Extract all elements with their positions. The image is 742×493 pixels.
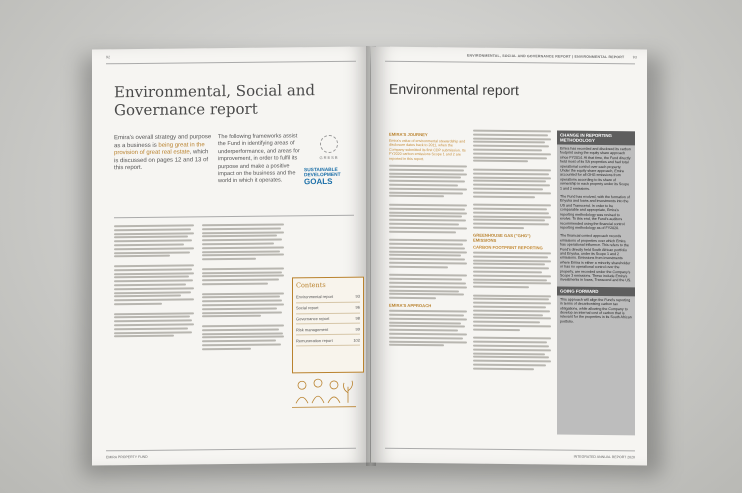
gresb-logo-icon — [320, 135, 338, 153]
contents-page: 98 — [355, 315, 360, 321]
frameworks-text: The following frameworks assist the Fund in identifying areas of underperformance, and areas for improvement, in order to fulfil its purpose and make a positive impact on the business and the world in which it operates. — [218, 133, 300, 185]
right-header: ENVIRONMENTAL, SOCIAL AND GOVERNANCE REPORT | ENVIRONMENTAL REPORT — [467, 53, 625, 60]
section-subheading: CARBON FOOTPRINT REPORTING — [473, 244, 543, 251]
body-column-2 — [202, 223, 284, 351]
sdg-label: SUSTAINABLE DEVELOPMENT — [304, 167, 341, 179]
section-rule — [114, 215, 354, 218]
contents-page: 93 — [355, 294, 360, 300]
right-column-1 — [389, 129, 467, 349]
section-heading: EMIRA'S APPROACH — [389, 302, 432, 309]
body-column-1 — [114, 224, 194, 339]
left-footer-rule — [106, 448, 356, 451]
body-text — [473, 252, 551, 371]
body-text — [389, 310, 467, 347]
contents-row[interactable] — [296, 313, 360, 324]
left-page-number: 92 — [106, 55, 111, 60]
lead-before: Emira's overall strategy and purpose as a business is — [114, 134, 212, 149]
sdg-logo — [304, 168, 354, 185]
contents-title: Contents — [296, 281, 326, 290]
contents-label: Governance report — [296, 315, 330, 322]
right-footer: INTEGRATED ANNUAL REPORT 2020 — [573, 454, 635, 460]
box-heading: GOING FORWARD — [557, 286, 635, 296]
contents-page: 99 — [355, 326, 360, 332]
box-text: Emira has recorded and disclosed its carbon footprint using the equity share approach since FY2014. At that time, the Fund directly held most of its SA properties and had total operational control over each property. Under the equity share approach, Emira accounted for all GHG emissions from operations according to its share of ownership in each property under its Scope 1 and 2 emissions. — [560, 146, 631, 191]
contents-page: 102 — [353, 337, 360, 343]
box-text: The financial control approach records emissions of properties over which Emira has operational influence. This refers to the Fund's directly held South African portfolio and Enyuka, under its Scope 1 and 2 emissions. Emissions from investments where Emira is either a minority shareholder or has no operational control over the property, are recorded under the Company's Scope 3 emissions. These include Emira's investments in loans, Transcend and the US. — [560, 233, 632, 283]
right-page — [371, 47, 647, 466]
right-column-2 — [473, 130, 551, 372]
framework-logos — [304, 135, 354, 185]
page-title: Environmental, Social and Governance report — [114, 81, 316, 120]
left-footer: EMIRA PROPERTY FUND — [106, 454, 148, 460]
box-text: This approach will align the Fund's reporting in terms of decarbonising carbon tax obligations, while allowing the Company to develop an internal cost of carbon that is relevant for the properties in its South African portfolio. — [560, 297, 632, 324]
highlight-quote: Emira's value of environmental stewardship and disclosure dates back to 2011, when the Company submitted its first CDP submission. Its FY2020 carbon emissions Scope 1 and 2 are reported in this report. — [389, 138, 466, 161]
right-footer-rule — [385, 448, 635, 451]
methodology-box — [557, 131, 635, 436]
right-header-rule — [385, 61, 635, 64]
left-page — [92, 47, 370, 466]
right-page-number: 93 — [632, 55, 637, 60]
contents-row[interactable] — [296, 292, 360, 303]
contents-row[interactable] — [296, 324, 360, 335]
page-title: Environmental report — [389, 80, 519, 99]
people-plants-illustration-icon — [292, 373, 356, 416]
left-header-rule — [106, 61, 356, 64]
lead-highlight: being great in the provision of great real estate — [114, 141, 205, 157]
contents-label: Social report — [296, 305, 319, 311]
section-heading: EMIRA'S JOURNEY — [389, 131, 428, 138]
lead-after: , which is discussed on pages 12 and 13 of this report. — [114, 149, 209, 172]
section-heading: GREENHOUSE GAS ("GHG") EMISSIONS — [473, 232, 531, 243]
sdg-goals: GOALS — [304, 176, 333, 187]
body-text — [473, 130, 551, 230]
contents-box — [292, 277, 364, 374]
body-text — [389, 165, 467, 300]
box-heading: CHANGE IN REPORTING METHODOLOGY — [557, 131, 635, 146]
lead-paragraph — [114, 134, 212, 173]
contents-label: Risk management — [296, 326, 329, 333]
gresb-label: GRESB — [319, 154, 339, 161]
contents-row[interactable] — [296, 302, 360, 313]
contents-row[interactable] — [296, 335, 360, 346]
contents-label: Remuneration report — [296, 337, 333, 343]
contents-page: 96 — [355, 304, 360, 310]
box-text: The Fund has evolved, with the formation of Enyuka and loans and investments into the US and Transcend. In order to be comparable and appropriate, Emira's reporting methodology was revised to evolve. To this end, the Fund's auditors recommended using the financial control reporting methodology as of FY2020. — [560, 194, 630, 231]
contents-label: Environmental report — [296, 294, 334, 300]
